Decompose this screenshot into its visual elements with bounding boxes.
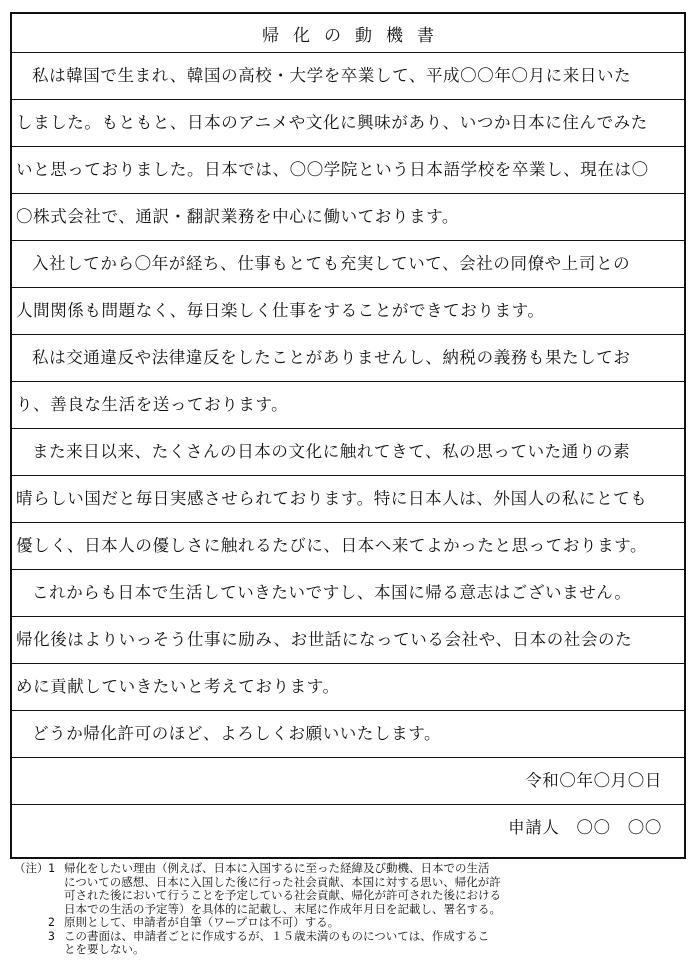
footnote-continuation: とを要しない。 (64, 942, 145, 956)
statement-line: いと思っておりました。日本では、〇〇学院という日本語学校を卒業し、現在は〇 (12, 147, 684, 194)
footnote-text: 帰化をしたい理由（例えば、日本に入国するに至った経緯及び動機、日本での生活 (64, 861, 490, 875)
footnote-text: 原則として、申請者が自筆（ワープロは不可）する。 (64, 915, 340, 929)
footnote-continuation: についての感想、日本に入国した後に行った社会貢献、本国に対する思い、帰化が許 (64, 874, 501, 889)
statement-line: めに貢献していきたいと考えております。 (12, 664, 684, 711)
form-title: 帰化の動機書 (12, 14, 684, 53)
statement-line: 人間関係も問題なく、毎日楽しく仕事をすることができております。 (12, 288, 684, 335)
footnote-item (14, 862, 686, 876)
statement-line: 〇株式会社で、通訳・翻訳業務を中心に働いております。 (12, 194, 684, 241)
statement-line: 入社してから〇年が経ち、仕事もとても充実していて、会社の同僚や上司との (12, 241, 684, 288)
statement-line: これからも日本で生活していきたいですし、本国に帰る意志はございません。 (12, 570, 684, 617)
statement-line: 優しく、日本人の優しさに触れるたびに、日本へ来てよかったと思っております。 (12, 523, 684, 570)
statement-line: 帰化後はよりいっそう仕事に励み、お世話になっている会社や、日本の社会のた (12, 617, 684, 664)
footnote-item (14, 916, 686, 930)
footnote-number: 3 (48, 928, 55, 943)
statement-line: どうか帰化許可のほど、よろしくお願いいたします。 (12, 711, 684, 758)
footnote-mark: （注） (14, 861, 49, 875)
footnote-text: この書面は、申請者ごとに作成するが、１５歳未満のものについては、作成するこ (64, 928, 490, 943)
motive-statement-form (10, 12, 686, 859)
statement-line: しました。もともと、日本のアニメや文化に興味があり、いつか日本に住んでみた (12, 100, 684, 147)
footnote-item (14, 930, 686, 944)
statement-line: 私は交通違反や法律違反をしたことがありませんし、納税の義務も果たしてお (12, 335, 684, 382)
date-line: 令和〇年〇月〇日 (12, 758, 684, 805)
statement-line: 晴らしい国だと毎日実感させられております。特に日本人は、外国人の私にとても (12, 476, 684, 523)
statement-line: り、善良な生活を送っております。 (12, 382, 684, 429)
applicant-signature-line: 申請人 〇〇 〇〇 (508, 818, 662, 837)
footnote-number: 1 (48, 861, 55, 875)
footnote-continuation: 日本での生活の予定等）を具体的に記載し、末尾に作成年月日を記載し、署名する。 (64, 901, 501, 916)
statement-line: 私は韓国で生まれ、韓国の高校・大学を卒業して、平成〇〇年〇月に来日いた (12, 53, 684, 100)
footnote-number: 2 (48, 915, 55, 929)
footnotes (14, 862, 686, 957)
statement-line: また来日以来、たくさんの日本の文化に触れてきて、私の思っていた通りの素 (12, 429, 684, 476)
footnote-continuation: 可された後において行うことを予定している社会貢献、帰化が許可された後における (64, 888, 501, 902)
